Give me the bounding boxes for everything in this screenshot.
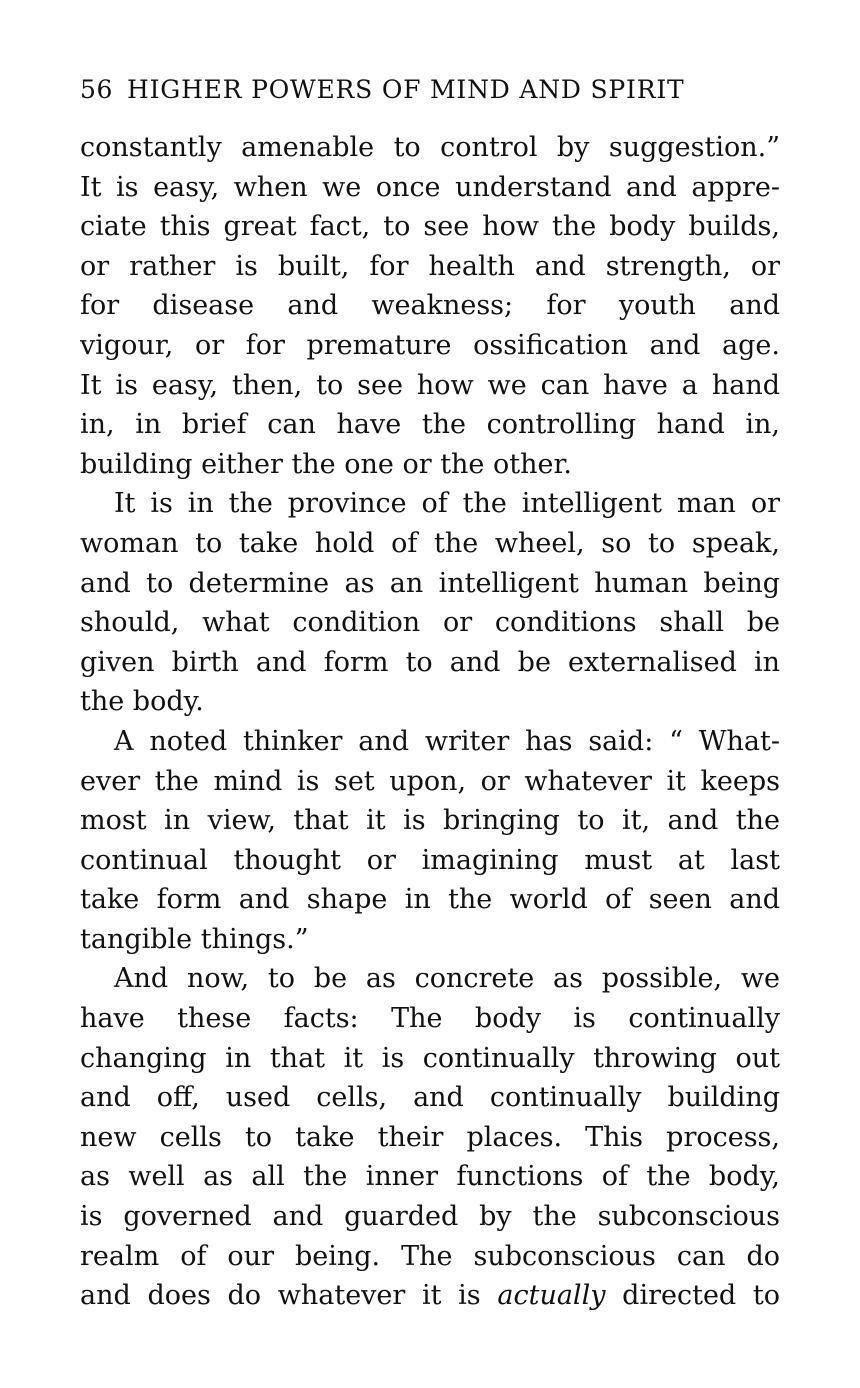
text-line: tangible things.” [80, 923, 309, 955]
text-line: given birth and form to and be externalised in [80, 646, 780, 678]
text-line: It is easy, when we once understand and appre- [80, 171, 780, 203]
text-line: most in view, that it is bringing to it, and the [80, 805, 780, 837]
text-line: building either the one or the other. [80, 448, 572, 480]
text-line: should, what condition or conditions shall be [80, 607, 780, 639]
text-line: in, in brief can have the controlling hand in, [80, 409, 780, 441]
text-line: constantly amenable to control by suggestion.” [80, 132, 780, 163]
text-line: take form and shape in the world of seen and [80, 884, 780, 916]
text-line: changing in that it is continually throwing out [80, 1042, 780, 1074]
text-line: or rather is built, for health and strength, or [80, 250, 780, 282]
text-line: and to determine as an intelligent human being [80, 567, 780, 599]
text-line: It is in the province of the intelligent man or [114, 488, 780, 520]
text-line: ever the mind is set upon, or whatever it keeps [80, 765, 780, 797]
text-line: the body. [80, 686, 204, 718]
text-line: vigour, or for premature ossification and age. [80, 329, 780, 361]
final-line-before: and does do whatever it is [80, 1280, 481, 1312]
text-line: new cells to take their places. This process, [80, 1121, 780, 1153]
text-line-final [80, 1276, 780, 1316]
text-line: woman to take hold of the wheel, so to speak, [80, 527, 780, 559]
final-line-after: directed to [622, 1280, 780, 1312]
text-line: ciate this great fact, to see how the body builds, [80, 211, 780, 243]
text-line: have these facts: The body is continually [80, 1003, 780, 1035]
page-number: 56 [80, 75, 114, 104]
book-page [80, 72, 780, 1316]
text-line: It is easy, then, to see how we can have a hand [80, 369, 780, 401]
text-line: is governed and guarded by the subconscious [80, 1201, 780, 1233]
text-line: for disease and weakness; for youth and [80, 290, 780, 322]
running-title: HIGHER POWERS OF MIND AND SPIRIT [127, 75, 685, 104]
final-line-emphasis: actually [497, 1280, 606, 1312]
text-line: continual thought or imagining must at last [80, 844, 780, 876]
running-header [80, 72, 780, 108]
text-line: A noted thinker and writer has said: “ What- [114, 725, 780, 757]
text-line: and off, used cells, and continually building [80, 1082, 780, 1114]
text-line: realm of our being. The subconscious can do [80, 1240, 780, 1272]
body-text [80, 128, 780, 1316]
text-line: as well as all the inner functions of the body, [80, 1161, 780, 1193]
text-line: And now, to be as concrete as possible, we [114, 963, 780, 995]
